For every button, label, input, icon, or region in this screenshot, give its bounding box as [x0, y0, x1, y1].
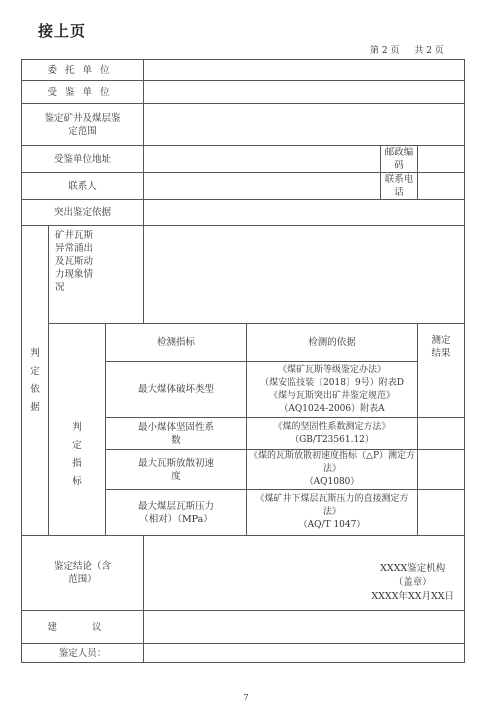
col-basis-header: 检测的依据: [247, 324, 418, 362]
inspector-field[interactable]: [144, 644, 465, 663]
seal-date: XXXX年XX月XX日: [371, 591, 455, 602]
address-field[interactable]: [144, 146, 381, 173]
abnormal-emission-field[interactable]: [144, 226, 465, 324]
receiving-unit-field[interactable]: [144, 81, 465, 104]
result-row-4[interactable]: [418, 490, 465, 536]
footer-page-number: 7: [243, 693, 249, 702]
contact-field[interactable]: [144, 173, 381, 200]
indicator-group-label: 判定指标: [49, 324, 106, 536]
basis-row-4: 《煤矿井下煤层瓦斯压力的直接测定方法》 （AQ/T 1047）: [247, 490, 418, 536]
page-current: 第 2 页: [370, 46, 400, 56]
col-indicator-header: 检测指标: [106, 324, 247, 362]
judgment-basis-label: 判定依据: [22, 226, 49, 536]
seal-org: XXXX鉴定机构: [380, 563, 446, 574]
basis-row-1: 《煤矿瓦斯等级鉴定办法》 （煤安监技装〔2018〕9号）附表D 《煤与瓦斯突出矿井鉴定规范》 （AQ1024-2006）附表A: [247, 362, 418, 418]
basis-field[interactable]: [144, 200, 465, 226]
conclusion-label: 鉴定结论（含范围）: [22, 536, 144, 611]
postcode-label: 邮政编码: [381, 146, 418, 173]
page-indicator: [370, 43, 456, 56]
indicator-row-3: 最大瓦斯放散初速度: [106, 450, 247, 490]
address-label: 受鉴单位地址: [22, 146, 144, 173]
basis-label: 突出鉴定依据: [22, 200, 144, 226]
appraisal-form-table: [21, 59, 465, 663]
result-row-3[interactable]: [418, 450, 465, 490]
conclusion-field[interactable]: [144, 536, 465, 611]
receiving-unit-label: 受鉴单位: [22, 81, 144, 104]
indicator-row-4: 最大煤层瓦斯压力（相对）（MPa）: [106, 490, 247, 536]
page-title: 接上页: [38, 22, 87, 40]
postcode-field[interactable]: [418, 146, 465, 173]
phone-field[interactable]: [418, 173, 465, 200]
basis-row-3: 《煤的瓦斯放散初速度指标（△P）测定方法》 （AQ1080）: [247, 450, 418, 490]
seal-block: [371, 562, 454, 604]
entrusting-unit-field[interactable]: [144, 60, 465, 81]
indicator-row-2: 最小煤体坚固性系数: [106, 418, 247, 450]
suggestion-label: 建 议: [22, 611, 144, 644]
col-result-header: 测定结果: [418, 324, 465, 418]
scope-field[interactable]: [144, 104, 465, 146]
phone-label: 联系电话: [381, 173, 418, 200]
result-row-2[interactable]: [418, 418, 465, 450]
basis-row-2: 《煤的坚固性系数测定方法》 （GB/T23561.12）: [247, 418, 418, 450]
scope-label: 鉴定矿井及煤层鉴定范围: [22, 104, 144, 146]
abnormal-emission-label: 矿井瓦斯异常涌出及瓦斯动力现象情况: [49, 226, 144, 324]
page-total: 共 2 页: [414, 46, 444, 56]
seal-stamp: （盖章）: [393, 577, 432, 588]
entrusting-unit-label: 委托单位: [22, 60, 144, 81]
indicator-row-1: 最大煤体破坏类型: [106, 362, 247, 418]
inspector-label: 鉴定人员：: [22, 644, 144, 663]
contact-label: 联系人: [22, 173, 144, 200]
suggestion-field[interactable]: [144, 611, 465, 644]
